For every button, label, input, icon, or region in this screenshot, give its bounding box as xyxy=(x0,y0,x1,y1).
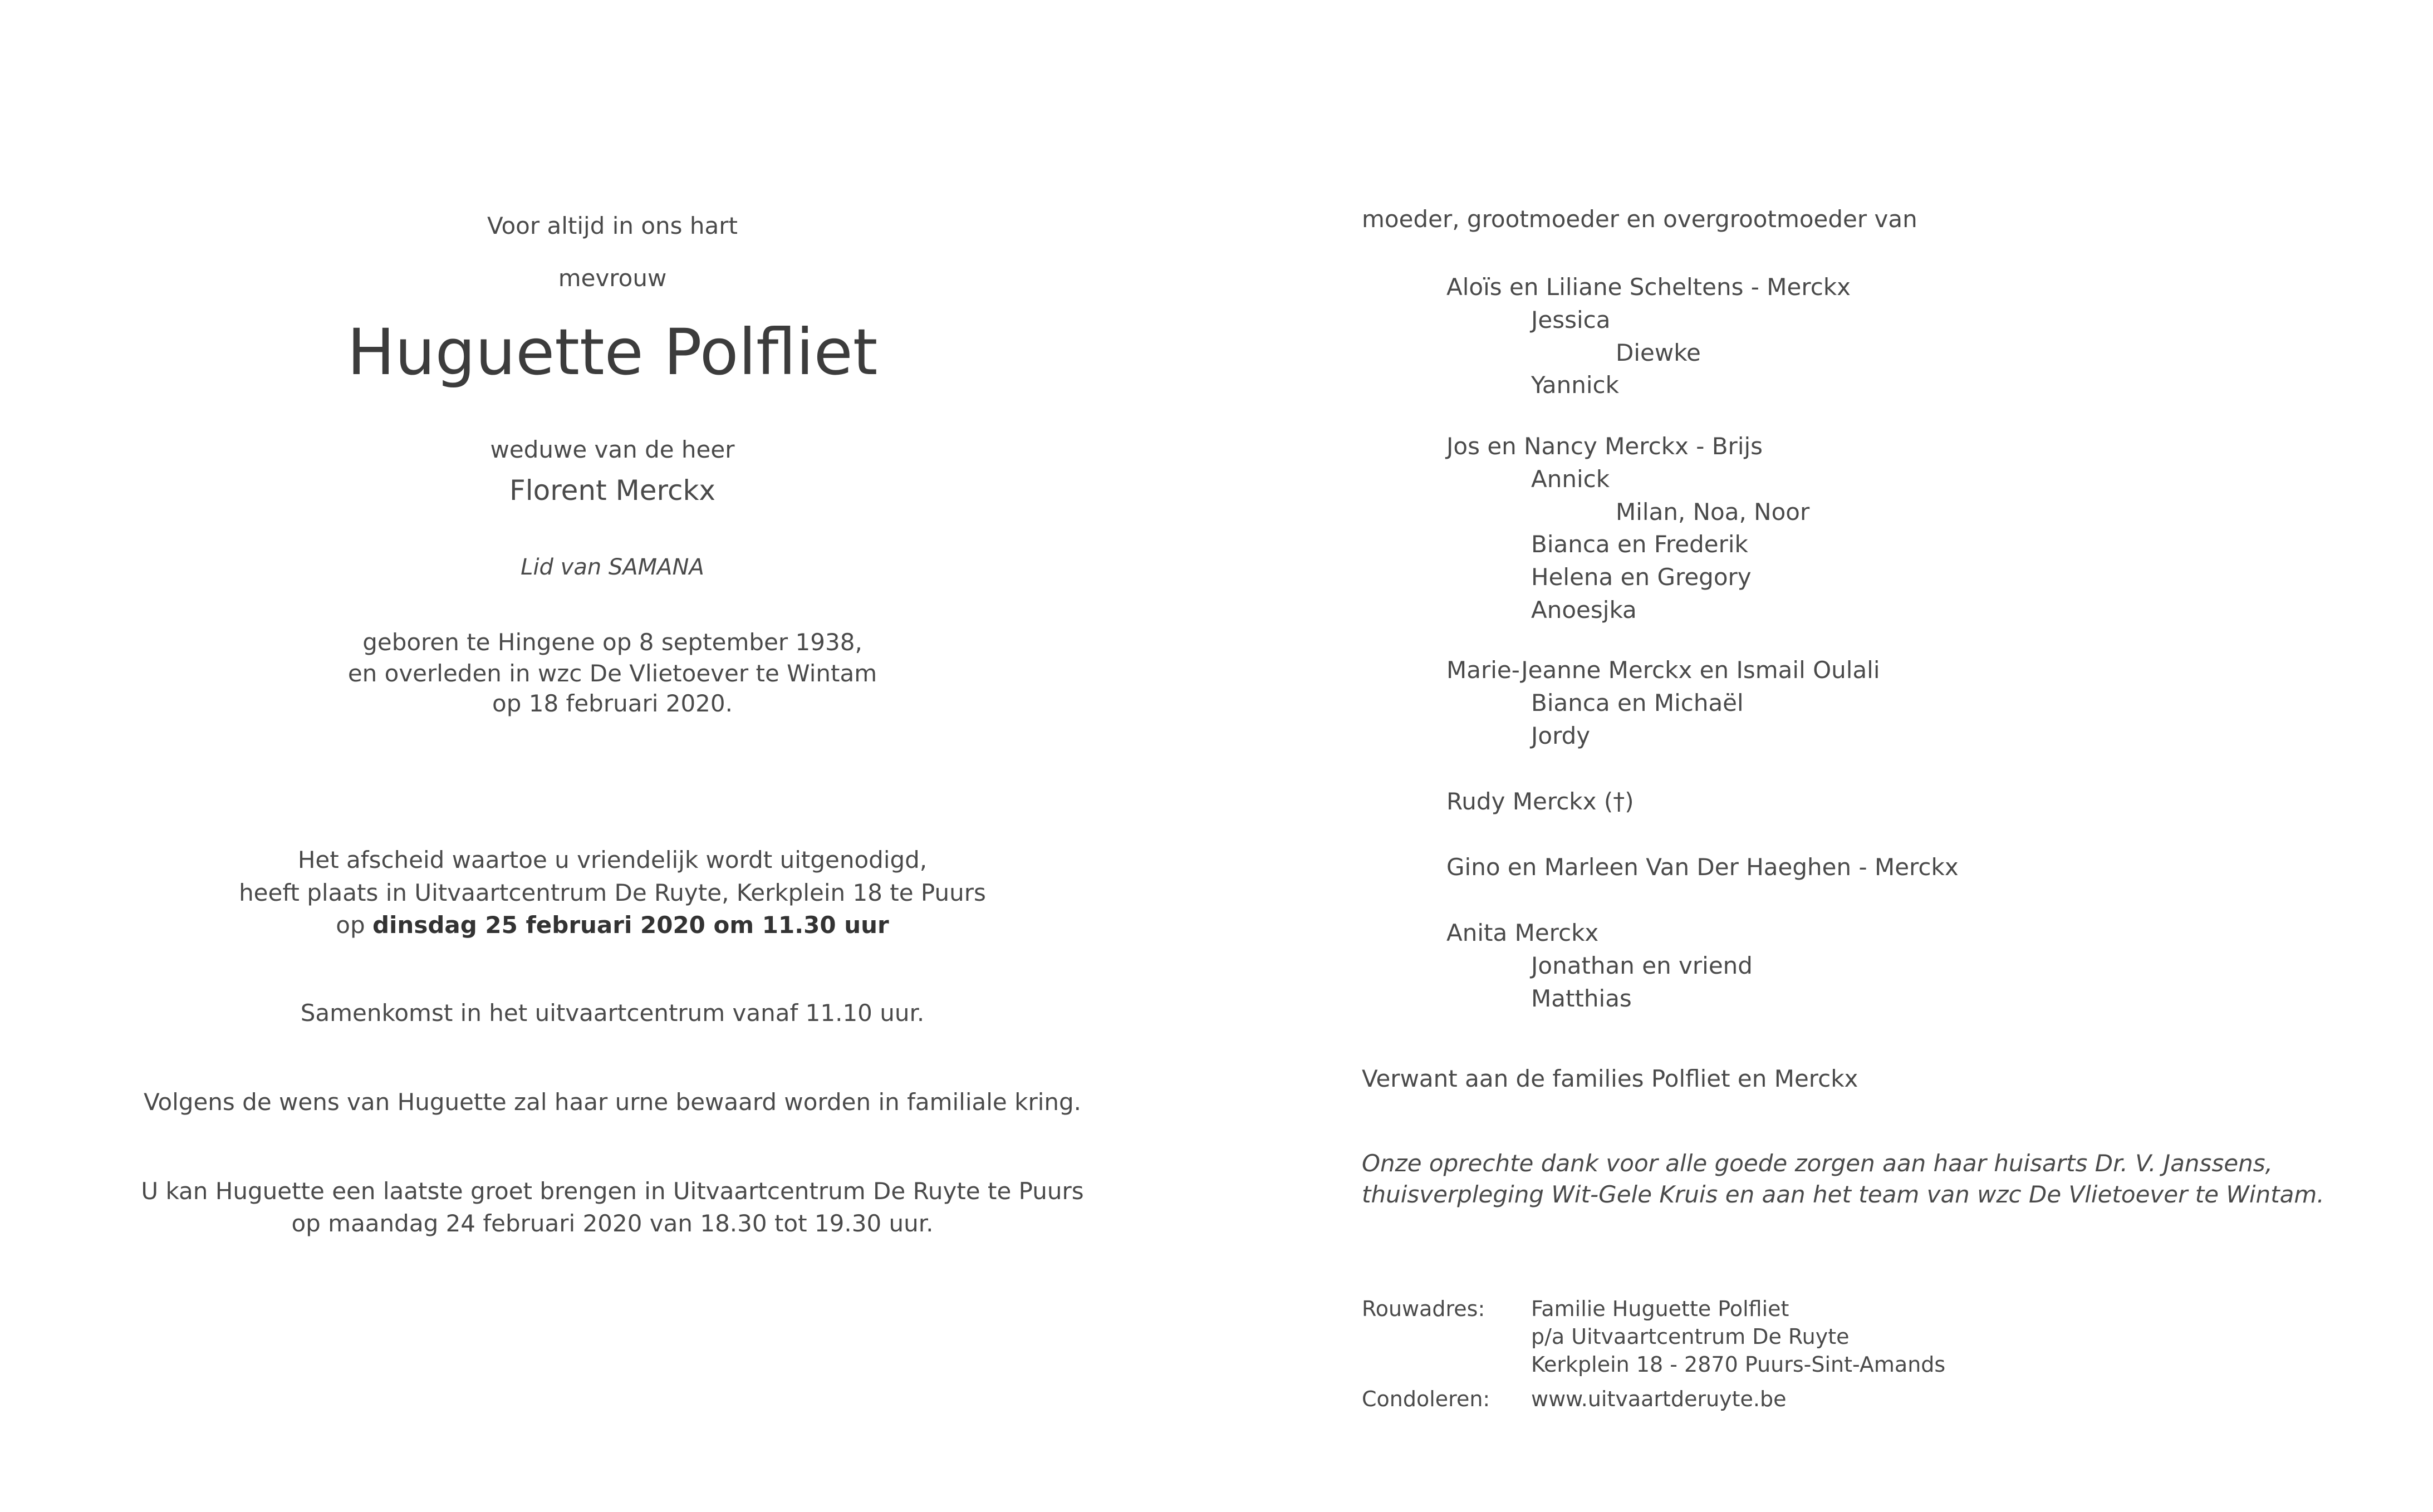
widow-of: weduwe van de heer xyxy=(490,436,735,463)
condolence-label: Condoleren: xyxy=(1362,1387,1490,1411)
farewell-line-1: Het afscheid waartoe u vriendelijk wordt uitgenodigd, xyxy=(297,846,928,873)
family-member: Jordy xyxy=(1531,722,1591,749)
birth-line-3: op 18 februari 2020. xyxy=(492,690,733,717)
thanks-line-1: Onze oprechte dank voor alle goede zorgen aan haar huisarts Dr. V. Janssens, xyxy=(1362,1150,2273,1177)
condolence-link[interactable]: www.uitvaartderuyte.be xyxy=(1531,1387,1787,1411)
thanks-line-2: thuisverpleging Wit-Gele Kruis en aan het team van wzc De Vlietoever te Wintam. xyxy=(1362,1181,2324,1208)
birth-line-2: en overleden in wzc De Vlietoever te Wintam xyxy=(347,660,877,687)
family-member: Jos en Nancy Merckx - Brijs xyxy=(1446,433,1763,460)
family-member: Matthias xyxy=(1531,985,1632,1012)
family-member: Aloïs en Liliane Scheltens - Merckx xyxy=(1446,273,1851,301)
farewell-line-3 xyxy=(0,910,1225,941)
gathering-info: Samenkomst in het uitvaartcentrum vanaf 11.10 uur. xyxy=(300,999,925,1027)
family-member: Bianca en Michaël xyxy=(1531,689,1744,716)
family-member: Jessica xyxy=(1531,306,1611,333)
visit-line-1: U kan Huguette een laatste groet brengen in Uitvaartcentrum De Ruyte te Puurs xyxy=(141,1177,1084,1205)
family-member: Milan, Noa, Noor xyxy=(1616,498,1810,526)
family-member: Anoesjka xyxy=(1531,596,1637,624)
family-member: Bianca en Frederik xyxy=(1531,531,1748,558)
farewell-date: dinsdag 25 februari 2020 om 11.30 uur xyxy=(372,911,889,939)
address-label: Rouwadres: xyxy=(1362,1297,1485,1321)
intro-line: Voor altijd in ons hart xyxy=(487,212,738,239)
address-line-1: Familie Huguette Polfliet xyxy=(1531,1297,1789,1321)
family-member: Jonathan en vriend xyxy=(1531,952,1753,979)
urn-wish: Volgens de wens van Huguette zal haar urne bewaard worden in familiale kring. xyxy=(143,1088,1082,1116)
family-member: Diewke xyxy=(1616,339,1701,366)
family-member: Yannick xyxy=(1531,371,1619,399)
spouse-name: Florent Merckx xyxy=(509,474,716,507)
address-line-2: p/a Uitvaartcentrum De Ruyte xyxy=(1531,1324,1850,1349)
family-member: Marie-Jeanne Merckx en Ismail Oulali xyxy=(1446,656,1880,684)
salutation: mevrouw xyxy=(558,264,667,292)
family-member: Rudy Merckx (†) xyxy=(1446,788,1634,815)
visit-line-2: op maandag 24 februari 2020 van 18.30 tot 19.30 uur. xyxy=(291,1210,934,1237)
family-heading: moeder, grootmoeder en overgrootmoeder van xyxy=(1362,205,1917,233)
farewell-line-2: heeft plaats in Uitvaartcentrum De Ruyte, Kerkplein 18 te Puurs xyxy=(239,879,986,906)
address-line-3: Kerkplein 18 - 2870 Puurs-Sint-Amands xyxy=(1531,1352,1946,1377)
birth-line-1: geboren te Hingene op 8 september 1938, xyxy=(362,629,862,656)
deceased-name: Huguette Polfliet xyxy=(347,315,878,389)
family-member: Annick xyxy=(1531,465,1610,493)
farewell-prefix: op xyxy=(336,911,372,939)
family-member: Gino en Marleen Van Der Haeghen - Merckx xyxy=(1446,853,1959,881)
family-member: Helena en Gregory xyxy=(1531,563,1752,591)
membership: Lid van SAMANA xyxy=(521,554,704,580)
family-member: Anita Merckx xyxy=(1446,919,1599,946)
related-families: Verwant aan de families Polfliet en Merckx xyxy=(1362,1065,1858,1092)
